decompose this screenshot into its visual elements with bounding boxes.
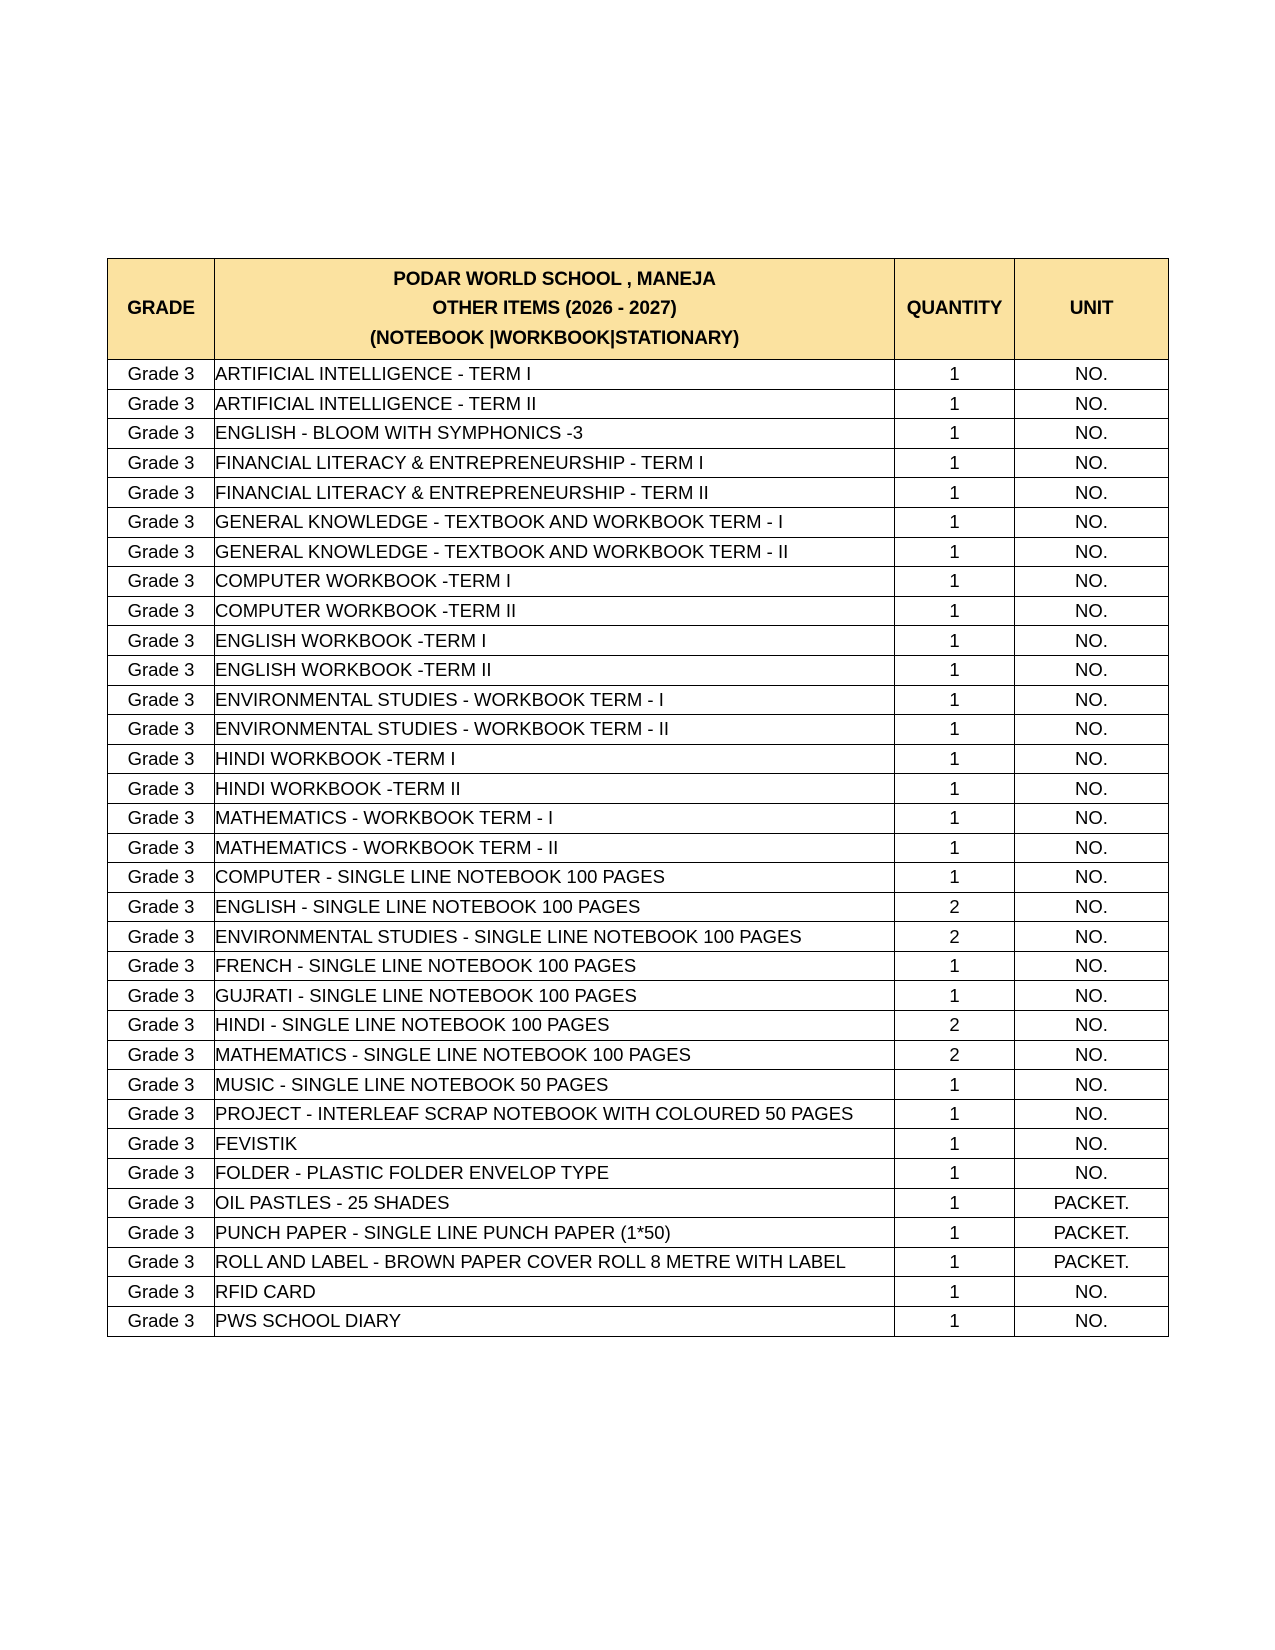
cell-unit: NO. bbox=[1015, 774, 1169, 804]
table-row bbox=[108, 1307, 1169, 1337]
cell-grade: Grade 3 bbox=[108, 1070, 215, 1100]
school-name-line: PODAR WORLD SCHOOL , MANEJA bbox=[393, 268, 716, 290]
cell-item-description: MATHEMATICS - SINGLE LINE NOTEBOOK 100 PAGES bbox=[215, 1040, 895, 1070]
cell-item-description: COMPUTER - SINGLE LINE NOTEBOOK 100 PAGES bbox=[215, 863, 895, 893]
cell-grade: Grade 3 bbox=[108, 1247, 215, 1277]
cell-unit: NO. bbox=[1015, 922, 1169, 952]
cell-item-description: ENVIRONMENTAL STUDIES - WORKBOOK TERM - II bbox=[215, 715, 895, 745]
cell-item-description: ARTIFICIAL INTELLIGENCE - TERM I bbox=[215, 360, 895, 390]
category-line: (NOTEBOOK |WORKBOOK|STATIONARY) bbox=[369, 327, 740, 349]
cell-grade: Grade 3 bbox=[108, 1040, 215, 1070]
cell-grade: Grade 3 bbox=[108, 744, 215, 774]
cell-quantity: 1 bbox=[895, 1099, 1015, 1129]
cell-quantity: 1 bbox=[895, 715, 1015, 745]
table-row bbox=[108, 1099, 1169, 1129]
cell-unit: NO. bbox=[1015, 1307, 1169, 1337]
cell-grade: Grade 3 bbox=[108, 685, 215, 715]
table-row bbox=[108, 655, 1169, 685]
cell-unit: NO. bbox=[1015, 1011, 1169, 1041]
table-row bbox=[108, 715, 1169, 745]
cell-item-description: MATHEMATICS - WORKBOOK TERM - I bbox=[215, 803, 895, 833]
cell-grade: Grade 3 bbox=[108, 567, 215, 597]
cell-item-description: ENGLISH WORKBOOK -TERM I bbox=[215, 626, 895, 656]
other-items-year-line: OTHER ITEMS (2026 - 2027) bbox=[432, 298, 677, 320]
cell-unit: NO. bbox=[1015, 1277, 1169, 1307]
cell-unit: NO. bbox=[1015, 833, 1169, 863]
cell-quantity: 1 bbox=[895, 951, 1015, 981]
cell-quantity: 1 bbox=[895, 803, 1015, 833]
cell-item-description: FRENCH - SINGLE LINE NOTEBOOK 100 PAGES bbox=[215, 951, 895, 981]
table-row bbox=[108, 1070, 1169, 1100]
cell-unit: NO. bbox=[1015, 1040, 1169, 1070]
cell-unit: NO. bbox=[1015, 803, 1169, 833]
cell-quantity: 1 bbox=[895, 1129, 1015, 1159]
cell-quantity: 1 bbox=[895, 389, 1015, 419]
cell-quantity: 1 bbox=[895, 596, 1015, 626]
cell-item-description: GUJRATI - SINGLE LINE NOTEBOOK 100 PAGES bbox=[215, 981, 895, 1011]
cell-unit: NO. bbox=[1015, 478, 1169, 508]
cell-grade: Grade 3 bbox=[108, 419, 215, 449]
table-row bbox=[108, 892, 1169, 922]
cell-grade: Grade 3 bbox=[108, 1011, 215, 1041]
table-row bbox=[108, 1247, 1169, 1277]
cell-unit: NO. bbox=[1015, 567, 1169, 597]
table-row bbox=[108, 1159, 1169, 1189]
cell-unit: NO. bbox=[1015, 419, 1169, 449]
cell-unit: NO. bbox=[1015, 389, 1169, 419]
cell-grade: Grade 3 bbox=[108, 389, 215, 419]
table-row bbox=[108, 1188, 1169, 1218]
cell-unit: NO. bbox=[1015, 981, 1169, 1011]
table-row bbox=[108, 448, 1169, 478]
cell-grade: Grade 3 bbox=[108, 655, 215, 685]
cell-item-description: ENGLISH WORKBOOK -TERM II bbox=[215, 655, 895, 685]
cell-item-description: FEVISTIK bbox=[215, 1129, 895, 1159]
cell-item-description: GENERAL KNOWLEDGE - TEXTBOOK AND WORKBOOK TERM - II bbox=[215, 537, 895, 567]
cell-quantity: 1 bbox=[895, 537, 1015, 567]
cell-quantity: 1 bbox=[895, 774, 1015, 804]
cell-grade: Grade 3 bbox=[108, 596, 215, 626]
table-row bbox=[108, 951, 1169, 981]
cell-item-description: ROLL AND LABEL - BROWN PAPER COVER ROLL 8 METRE WITH LABEL bbox=[215, 1247, 895, 1277]
cell-unit: NO. bbox=[1015, 892, 1169, 922]
cell-item-description: PWS SCHOOL DIARY bbox=[215, 1307, 895, 1337]
cell-quantity: 2 bbox=[895, 922, 1015, 952]
header-title-block bbox=[215, 261, 894, 357]
cell-unit: NO. bbox=[1015, 655, 1169, 685]
column-header-title bbox=[215, 259, 895, 360]
cell-quantity: 1 bbox=[895, 1070, 1015, 1100]
cell-grade: Grade 3 bbox=[108, 507, 215, 537]
cell-quantity: 1 bbox=[895, 626, 1015, 656]
cell-unit: PACKET. bbox=[1015, 1218, 1169, 1248]
cell-unit: NO. bbox=[1015, 1159, 1169, 1189]
cell-grade: Grade 3 bbox=[108, 1129, 215, 1159]
cell-quantity: 1 bbox=[895, 1277, 1015, 1307]
cell-unit: NO. bbox=[1015, 626, 1169, 656]
table-row bbox=[108, 596, 1169, 626]
cell-item-description: PROJECT - INTERLEAF SCRAP NOTEBOOK WITH COLOURED 50 PAGES bbox=[215, 1099, 895, 1129]
supply-list-table-container bbox=[107, 258, 1168, 1337]
table-row bbox=[108, 507, 1169, 537]
cell-quantity: 1 bbox=[895, 1159, 1015, 1189]
cell-grade: Grade 3 bbox=[108, 715, 215, 745]
cell-item-description: FINANCIAL LITERACY & ENTREPRENEURSHIP - TERM II bbox=[215, 478, 895, 508]
cell-quantity: 1 bbox=[895, 448, 1015, 478]
cell-grade: Grade 3 bbox=[108, 1099, 215, 1129]
cell-grade: Grade 3 bbox=[108, 951, 215, 981]
cell-grade: Grade 3 bbox=[108, 478, 215, 508]
cell-item-description: COMPUTER WORKBOOK -TERM II bbox=[215, 596, 895, 626]
cell-item-description: ENVIRONMENTAL STUDIES - WORKBOOK TERM - I bbox=[215, 685, 895, 715]
cell-quantity: 1 bbox=[895, 478, 1015, 508]
cell-quantity: 1 bbox=[895, 1307, 1015, 1337]
column-header-grade: GRADE bbox=[108, 259, 215, 360]
table-row bbox=[108, 922, 1169, 952]
cell-grade: Grade 3 bbox=[108, 1159, 215, 1189]
cell-unit: NO. bbox=[1015, 448, 1169, 478]
table-row bbox=[108, 567, 1169, 597]
cell-grade: Grade 3 bbox=[108, 863, 215, 893]
cell-item-description: HINDI WORKBOOK -TERM II bbox=[215, 774, 895, 804]
table-row bbox=[108, 1011, 1169, 1041]
cell-item-description: ENGLISH - SINGLE LINE NOTEBOOK 100 PAGES bbox=[215, 892, 895, 922]
table-row bbox=[108, 537, 1169, 567]
cell-unit: NO. bbox=[1015, 1099, 1169, 1129]
cell-quantity: 1 bbox=[895, 685, 1015, 715]
cell-item-description: OIL PASTLES - 25 SHADES bbox=[215, 1188, 895, 1218]
cell-grade: Grade 3 bbox=[108, 537, 215, 567]
cell-item-description: MATHEMATICS - WORKBOOK TERM - II bbox=[215, 833, 895, 863]
cell-quantity: 1 bbox=[895, 419, 1015, 449]
cell-quantity: 2 bbox=[895, 1040, 1015, 1070]
cell-quantity: 1 bbox=[895, 655, 1015, 685]
cell-grade: Grade 3 bbox=[108, 1277, 215, 1307]
cell-item-description: FINANCIAL LITERACY & ENTREPRENEURSHIP - TERM I bbox=[215, 448, 895, 478]
cell-item-description: RFID CARD bbox=[215, 1277, 895, 1307]
table-row bbox=[108, 863, 1169, 893]
cell-grade: Grade 3 bbox=[108, 448, 215, 478]
cell-item-description: ARTIFICIAL INTELLIGENCE - TERM II bbox=[215, 389, 895, 419]
cell-grade: Grade 3 bbox=[108, 1188, 215, 1218]
table-row bbox=[108, 1218, 1169, 1248]
cell-item-description: ENVIRONMENTAL STUDIES - SINGLE LINE NOTEBOOK 100 PAGES bbox=[215, 922, 895, 952]
cell-quantity: 2 bbox=[895, 1011, 1015, 1041]
table-body bbox=[108, 360, 1169, 1337]
cell-unit: NO. bbox=[1015, 863, 1169, 893]
header-row bbox=[108, 259, 1169, 360]
cell-grade: Grade 3 bbox=[108, 774, 215, 804]
cell-quantity: 2 bbox=[895, 892, 1015, 922]
table-row bbox=[108, 803, 1169, 833]
cell-grade: Grade 3 bbox=[108, 981, 215, 1011]
cell-unit: NO. bbox=[1015, 715, 1169, 745]
cell-quantity: 1 bbox=[895, 1218, 1015, 1248]
cell-quantity: 1 bbox=[895, 833, 1015, 863]
cell-quantity: 1 bbox=[895, 863, 1015, 893]
cell-unit: NO. bbox=[1015, 685, 1169, 715]
table-row bbox=[108, 1277, 1169, 1307]
cell-item-description: FOLDER - PLASTIC FOLDER ENVELOP TYPE bbox=[215, 1159, 895, 1189]
cell-grade: Grade 3 bbox=[108, 360, 215, 390]
column-header-unit: UNIT bbox=[1015, 259, 1169, 360]
school-supply-list-table bbox=[107, 258, 1169, 1337]
cell-item-description: MUSIC - SINGLE LINE NOTEBOOK 50 PAGES bbox=[215, 1070, 895, 1100]
cell-quantity: 1 bbox=[895, 360, 1015, 390]
table-row bbox=[108, 1129, 1169, 1159]
cell-unit: NO. bbox=[1015, 507, 1169, 537]
cell-item-description: HINDI - SINGLE LINE NOTEBOOK 100 PAGES bbox=[215, 1011, 895, 1041]
table-row bbox=[108, 360, 1169, 390]
cell-quantity: 1 bbox=[895, 567, 1015, 597]
cell-item-description: ENGLISH - BLOOM WITH SYMPHONICS -3 bbox=[215, 419, 895, 449]
table-row bbox=[108, 626, 1169, 656]
cell-quantity: 1 bbox=[895, 744, 1015, 774]
cell-item-description: COMPUTER WORKBOOK -TERM I bbox=[215, 567, 895, 597]
table-row bbox=[108, 1040, 1169, 1070]
table-row bbox=[108, 774, 1169, 804]
cell-unit: NO. bbox=[1015, 596, 1169, 626]
column-header-quantity: QUANTITY bbox=[895, 259, 1015, 360]
table-row bbox=[108, 981, 1169, 1011]
cell-quantity: 1 bbox=[895, 1247, 1015, 1277]
table-row bbox=[108, 833, 1169, 863]
cell-grade: Grade 3 bbox=[108, 833, 215, 863]
cell-grade: Grade 3 bbox=[108, 922, 215, 952]
table-row bbox=[108, 389, 1169, 419]
cell-grade: Grade 3 bbox=[108, 1307, 215, 1337]
cell-unit: NO. bbox=[1015, 951, 1169, 981]
cell-unit: NO. bbox=[1015, 1070, 1169, 1100]
cell-item-description: GENERAL KNOWLEDGE - TEXTBOOK AND WORKBOOK TERM - I bbox=[215, 507, 895, 537]
cell-item-description: PUNCH PAPER - SINGLE LINE PUNCH PAPER (1*50) bbox=[215, 1218, 895, 1248]
cell-unit: PACKET. bbox=[1015, 1247, 1169, 1277]
cell-grade: Grade 3 bbox=[108, 626, 215, 656]
cell-unit: PACKET. bbox=[1015, 1188, 1169, 1218]
table-row bbox=[108, 744, 1169, 774]
table-head bbox=[108, 259, 1169, 360]
cell-grade: Grade 3 bbox=[108, 1218, 215, 1248]
cell-quantity: 1 bbox=[895, 1188, 1015, 1218]
cell-item-description: HINDI WORKBOOK -TERM I bbox=[215, 744, 895, 774]
cell-unit: NO. bbox=[1015, 744, 1169, 774]
cell-grade: Grade 3 bbox=[108, 892, 215, 922]
table-row bbox=[108, 478, 1169, 508]
cell-quantity: 1 bbox=[895, 981, 1015, 1011]
cell-unit: NO. bbox=[1015, 537, 1169, 567]
table-row bbox=[108, 685, 1169, 715]
table-row bbox=[108, 419, 1169, 449]
cell-unit: NO. bbox=[1015, 360, 1169, 390]
cell-quantity: 1 bbox=[895, 507, 1015, 537]
cell-grade: Grade 3 bbox=[108, 803, 215, 833]
cell-unit: NO. bbox=[1015, 1129, 1169, 1159]
